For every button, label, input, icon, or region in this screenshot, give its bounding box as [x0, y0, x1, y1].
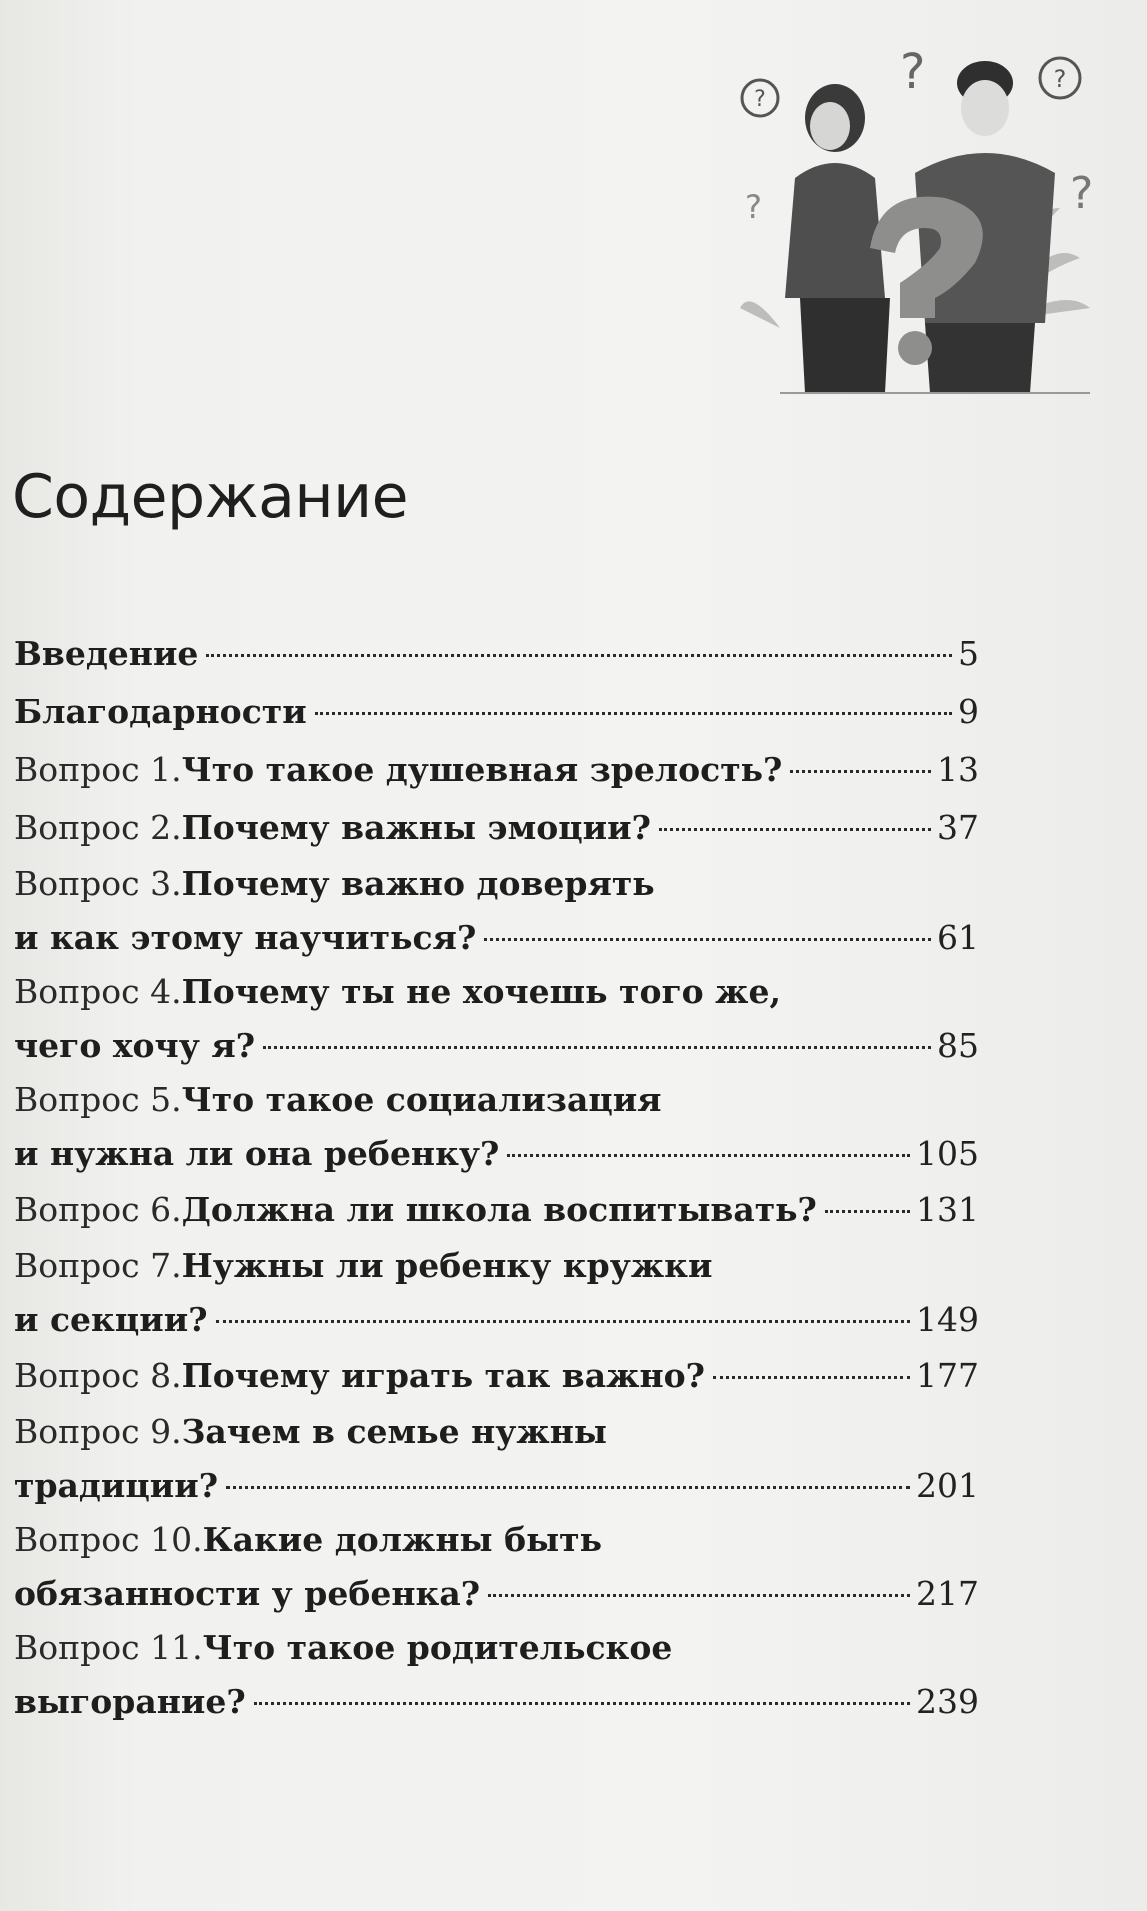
page-number: 239 [916, 1682, 979, 1721]
toc-line [14, 1293, 979, 1347]
toc-entry [14, 741, 979, 799]
page-number: 85 [937, 1026, 979, 1065]
page-number: 37 [937, 808, 979, 847]
page-number: 9 [958, 692, 979, 731]
svg-text:?: ? [1053, 65, 1067, 93]
chapter-title: выгорание? [14, 1682, 246, 1721]
toc-line [14, 1621, 979, 1675]
question-number: Вопрос 10. [14, 1520, 203, 1559]
chapter-title: и секции? [14, 1300, 208, 1339]
toc-line [14, 1181, 979, 1239]
toc-entry [14, 1513, 979, 1621]
svg-text:?: ? [745, 188, 762, 226]
toc-line [14, 1239, 979, 1293]
toc-line [14, 1459, 979, 1513]
chapter-title: Что такое родительское [202, 1628, 673, 1667]
svg-text:?: ? [900, 48, 926, 100]
chapter-title: чего хочу я? [14, 1026, 256, 1065]
chapter-title: и нужна ли она ребенку? [14, 1134, 500, 1173]
people-with-question-marks-icon [740, 48, 1100, 398]
chapter-title: Почему важно доверять [181, 864, 655, 903]
chapter-title: и как этому научиться? [14, 918, 477, 957]
chapter-title: Почему важны эмоции? [181, 808, 651, 847]
toc-entry [14, 857, 979, 965]
question-number: Вопрос 8. [14, 1356, 182, 1395]
toc-line [14, 1567, 979, 1621]
toc-entry [14, 965, 979, 1073]
toc-line [14, 799, 979, 857]
page-number: 201 [916, 1466, 979, 1505]
toc-entry [14, 1621, 979, 1729]
toc-entry [14, 1073, 979, 1181]
page-number: 5 [958, 634, 979, 673]
page-number: 149 [916, 1300, 979, 1339]
question-number: Вопрос 6. [14, 1190, 182, 1229]
toc-line [14, 1347, 979, 1405]
chapter-title: обязанности у ребенка? [14, 1574, 481, 1613]
toc-entry [14, 1239, 979, 1347]
toc-line [14, 1405, 979, 1459]
dot-leader [254, 1702, 910, 1705]
page-number: 13 [937, 750, 979, 789]
toc-line [14, 741, 979, 799]
toc-line [14, 965, 979, 1019]
svg-text:?: ? [1070, 168, 1094, 219]
dot-leader [488, 1594, 910, 1597]
chapter-title: Нужны ли ребенку кружки [181, 1246, 713, 1285]
toc-entry [14, 683, 979, 741]
page-number: 131 [916, 1190, 979, 1229]
chapter-title: Что такое социализация [181, 1080, 662, 1119]
toc-entry [14, 1347, 979, 1405]
question-number: Вопрос 4. [14, 972, 182, 1011]
question-number: Вопрос 9. [14, 1412, 182, 1451]
chapter-title: традиции? [14, 1466, 219, 1505]
question-number: Вопрос 5. [14, 1080, 182, 1119]
question-number: Вопрос 1. [14, 750, 182, 789]
dot-leader [484, 938, 931, 941]
dot-leader [659, 828, 931, 831]
toc-entry [14, 1405, 979, 1513]
page-number: 177 [916, 1356, 979, 1395]
svg-text:?: ? [754, 87, 766, 112]
dot-leader [216, 1320, 910, 1323]
table-of-contents [14, 625, 979, 1729]
chapter-title: Должна ли школа воспитывать? [181, 1190, 817, 1229]
page-number: 61 [937, 918, 979, 957]
question-number: Вопрос 11. [14, 1628, 203, 1667]
question-number: Вопрос 3. [14, 864, 182, 903]
dot-leader [263, 1046, 931, 1049]
question-number: Вопрос 7. [14, 1246, 182, 1285]
toc-line [14, 857, 979, 911]
page-title: Содержание [12, 462, 409, 532]
dot-leader [206, 654, 952, 657]
chapter-title: Что такое душевная зрелость? [181, 750, 783, 789]
toc-line [14, 1513, 979, 1567]
toc-line [14, 683, 979, 741]
page-number: 217 [916, 1574, 979, 1613]
chapter-title: Введение [14, 634, 199, 673]
toc-line [14, 1127, 979, 1181]
toc-entry [14, 799, 979, 857]
dot-leader [713, 1376, 910, 1379]
chapter-title: Благодарности [14, 692, 307, 731]
toc-entry [14, 1181, 979, 1239]
toc-line [14, 1019, 979, 1073]
dot-leader [226, 1486, 910, 1489]
toc-line [14, 1675, 979, 1729]
page-number: 105 [916, 1134, 979, 1173]
toc-line [14, 911, 979, 965]
dot-leader [507, 1154, 910, 1157]
dot-leader [315, 712, 952, 715]
chapter-title: Почему ты не хочешь того же, [181, 972, 781, 1011]
toc-line [14, 1073, 979, 1127]
chapter-title: Почему играть так важно? [181, 1356, 705, 1395]
chapter-title: Какие должны быть [202, 1520, 603, 1559]
dot-leader [790, 770, 931, 773]
toc-line [14, 625, 979, 683]
chapter-title: Зачем в семье нужны [181, 1412, 607, 1451]
dot-leader [825, 1210, 910, 1213]
question-number: Вопрос 2. [14, 808, 182, 847]
toc-entry [14, 625, 979, 683]
